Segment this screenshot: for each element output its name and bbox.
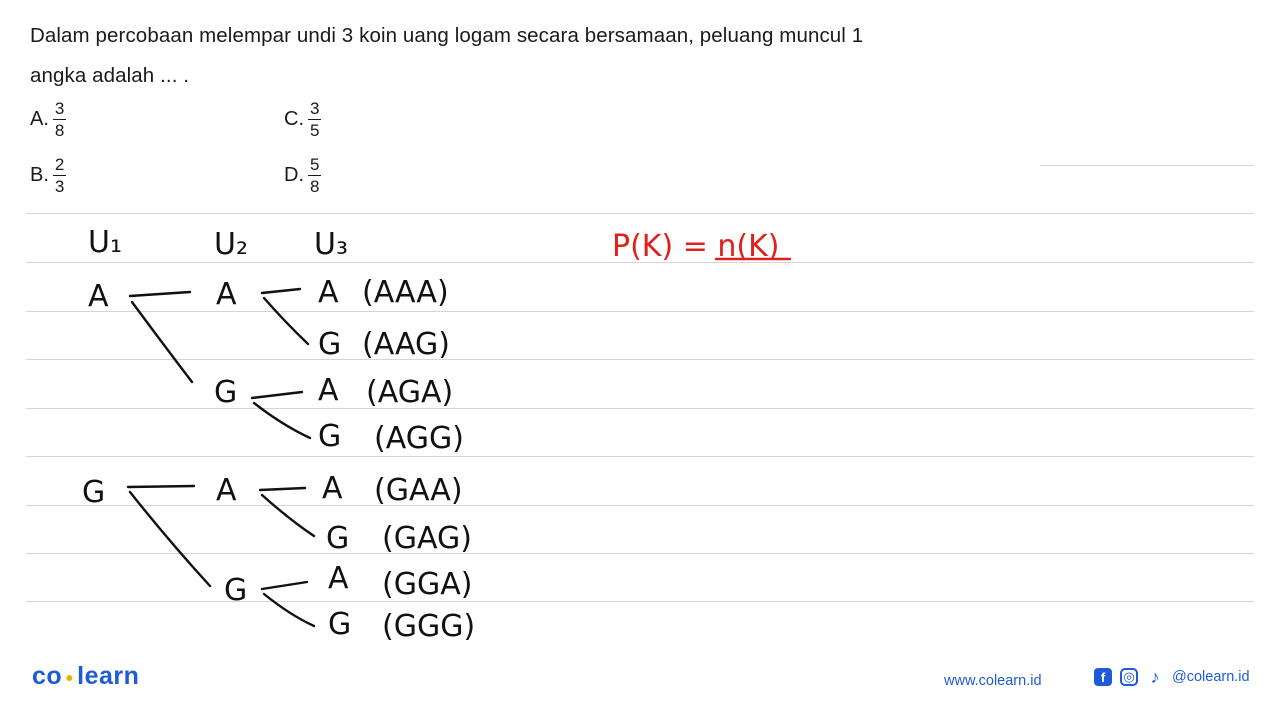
colearn-logo[interactable]: [32, 662, 139, 691]
social-links: [1094, 668, 1250, 686]
logo-text-learn: learn: [77, 662, 140, 690]
fraction-denominator: 3: [54, 177, 65, 196]
outcome: (AGA): [366, 375, 454, 410]
outcome: (GAA): [374, 473, 463, 508]
level1-node: A: [88, 279, 109, 314]
header-u2: U₂: [214, 227, 248, 262]
option-letter: B.: [30, 164, 49, 186]
outcome: (GGA): [382, 567, 473, 602]
outcome: (GGG): [382, 609, 476, 644]
branch-line: [130, 292, 190, 296]
level3-node: A: [318, 275, 339, 310]
question-line-1: Dalam percobaan melempar undi 3 koin uang logam secara bersamaan, peluang muncul 1: [30, 24, 864, 47]
instagram-icon[interactable]: ◎: [1120, 668, 1138, 686]
branch-line: [262, 289, 300, 293]
level2-node: A: [216, 473, 237, 508]
level1-node: G: [82, 475, 106, 510]
branch-line: [252, 392, 302, 398]
tree-labels: [82, 225, 779, 644]
branch-line: [264, 298, 308, 344]
branch-line: [130, 492, 210, 586]
level3-node: A: [322, 471, 343, 506]
branch-line: [254, 403, 310, 438]
facebook-icon[interactable]: f: [1094, 668, 1112, 686]
level2-node: G: [224, 573, 248, 608]
branch-line: [262, 582, 307, 589]
fraction-denominator: 5: [310, 121, 320, 140]
probability-formula: P(K) = n(K): [612, 229, 780, 264]
header-u3: U₃: [314, 227, 348, 262]
fraction-denominator: 8: [54, 121, 65, 140]
option-letter: A.: [30, 108, 49, 130]
branch-line: [264, 594, 314, 626]
option-letter: C.: [284, 108, 304, 130]
level3-node: G: [318, 327, 342, 362]
tiktok-icon[interactable]: ♪: [1150, 666, 1160, 687]
logo-dot: ●: [65, 669, 75, 686]
branch-line: [132, 302, 192, 382]
branch-line: [262, 495, 314, 536]
outcome: (GAG): [382, 521, 472, 556]
level2-node: G: [214, 375, 238, 410]
option-letter: D.: [284, 164, 304, 186]
question-line-2: angka adalah ... .: [30, 64, 190, 87]
level3-node: A: [328, 561, 349, 596]
outcome: (AAA): [362, 275, 449, 310]
header-u1: U₁: [88, 225, 122, 260]
outcome: (AAG): [362, 327, 451, 362]
fraction-numerator: 5: [310, 155, 320, 174]
level3-node: G: [326, 521, 350, 556]
level3-node: G: [328, 607, 352, 642]
fraction-numerator: 2: [54, 155, 65, 174]
outcome: (AGG): [374, 421, 464, 456]
level2-node: A: [216, 277, 237, 312]
level3-node: A: [318, 373, 339, 408]
branch-line: [128, 486, 194, 487]
fraction-numerator: 3: [310, 99, 320, 118]
fraction-numerator: 3: [54, 99, 65, 118]
level3-node: G: [318, 419, 342, 454]
branch-line: [260, 488, 305, 490]
social-handle[interactable]: @colearn.id: [1172, 669, 1250, 685]
website-link[interactable]: www.colearn.id: [944, 673, 1042, 689]
logo-text-co: co: [32, 662, 63, 690]
fraction-denominator: 8: [310, 177, 320, 196]
